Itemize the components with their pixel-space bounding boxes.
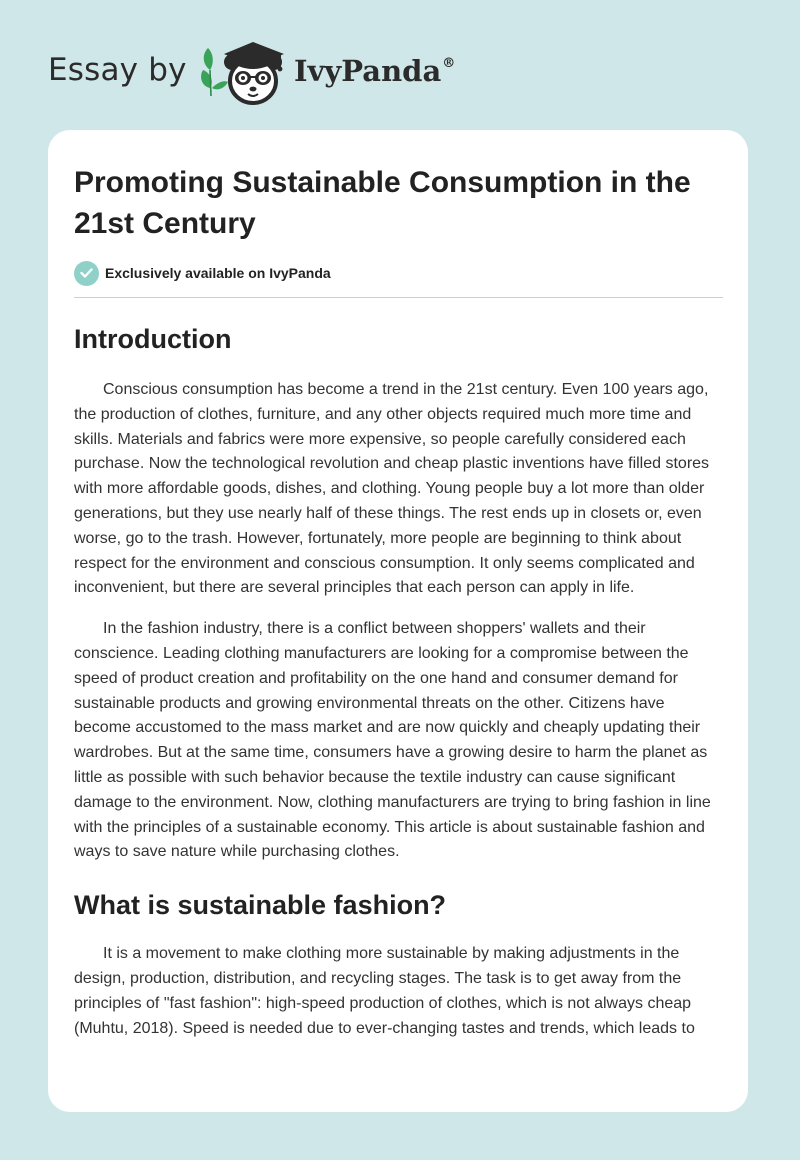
section-heading-introduction: Introduction	[74, 324, 232, 354]
divider	[74, 297, 723, 298]
section-heading-sustainable-fashion: What is sustainable fashion?	[74, 890, 447, 921]
paragraph: It is a movement to make clothing more sustainable by making adjustments in the design, production, distribution, and recycling stages. The task is to get away from the principles of "fast fashion": high-speed production of clothes, which is not always cheap (Muhtu, 2018). Speed is needed due to ever-changing tastes and trends, which leads to	[74, 945, 695, 1037]
panda-graduate-logo-icon[interactable]	[200, 36, 292, 110]
essay-content	[74, 162, 723, 1041]
essay-title: Promoting Sustainable Consumption in the 21st Century	[74, 166, 691, 240]
registered-mark: ®	[442, 56, 456, 71]
check-circle-icon	[74, 261, 99, 286]
essay-card	[48, 130, 748, 1112]
essay-by-label: Essay by	[48, 52, 187, 88]
paragraph: In the fashion industry, there is a conflict between shoppers' wallets and their conscience. Leading clothing manufacturers are looking for a compromise between the speed of product creation and profitability on the one hand and consumer demand for sustainable products and growing environmental threats on the other. Citizens have become accustomed to the mass market and are now quickly and cheaply updating their wardrobes. But at the same time, consumers have a growing desire to harm the planet as little as possible with such behavior because the textile industry can cause significant damage to the environment. Now, clothing manufacturers are trying to bring fashion in line with the principles of a sustainable economy. This article is about sustainable fashion and ways to save nature while purchasing clothes.	[74, 620, 711, 861]
exclusive-label: Exclusively available on IvyPanda	[105, 265, 331, 281]
site-header	[0, 0, 800, 130]
exclusive-notice	[74, 260, 723, 286]
paragraph: Conscious consumption has become a trend in the 21st century. Even 100 years ago, the production of clothes, furniture, and any other objects required much more time and skills. Materials and fabrics were more expensive, so people carefully considered each purchase. Now the technological revolution and cheap plastic inventions have filled stores with more affordable goods, dishes, and clothing. Young people buy a lot more than older generations, but they use nearly half of these things. The rest ends up in closets or, even worse, go to the trash. However, fortunately, more people are beginning to think about respect for the environment and conscious consumption. It only seems complicated and inconvenient, but there are several principles that each person can apply in life.	[74, 381, 710, 597]
brand-name[interactable]: IvyPanda®	[294, 54, 456, 88]
